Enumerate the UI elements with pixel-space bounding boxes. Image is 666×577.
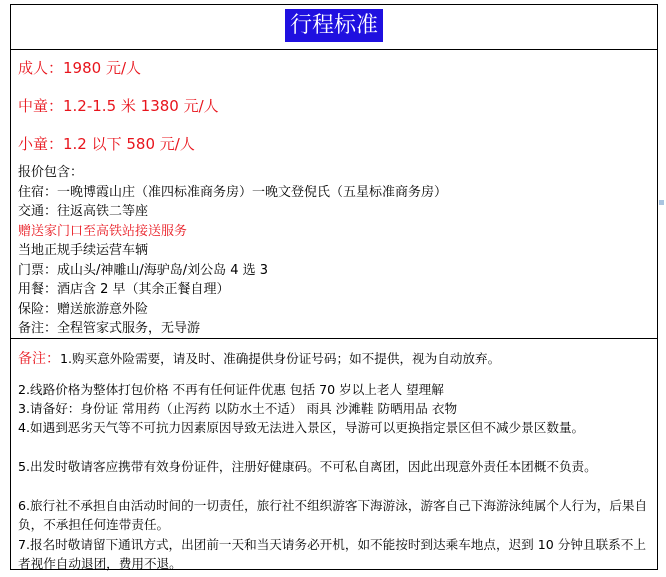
includes-tickets: 门票：成山头/神雕山/海驴岛/刘公岛 4 选 3: [18, 262, 269, 278]
includes-vehicle: 当地正规手续运营车辆: [18, 243, 149, 258]
notes-section: [11, 339, 657, 569]
child-middle-price: 中童：1.2-1.5 米 1380 元/人: [18, 97, 219, 115]
note-2: 2.线路价格为整体打包价格 不再有任何证件优惠 包括 70 岁以上老人 望理解: [18, 382, 444, 397]
price-section: [11, 50, 657, 339]
note-1: 备注：1.购买意外险需要，请及时、准确提供身份证号码；如不提供，视为自动放弃。: [18, 351, 501, 367]
note-6: 6.旅行社不承担自由活动时间的一切责任，旅行社不组织游客下海游泳，游客自己下海游泳纯属个人行为，后果自负，不承担任何连带责任。: [18, 498, 648, 532]
note-7: 7.报名时敬请留下通讯方式，出团前一天和当天请务必开机，如不能按时到达乘车地点，迟到 10 分钟且联系不上者视作自动退团，费用不退。: [18, 537, 646, 571]
note-3: 3.请备好：身份证 常用药（止泻药 以防水土不适） 雨具 沙滩鞋 防晒用品 衣物: [18, 401, 458, 416]
includes-transfer: 赠送家门口至高铁站接送服务: [18, 223, 188, 239]
includes-heading: 报价包含：: [18, 165, 84, 180]
note-4: 4.如遇到恶劣天气等不可抗力因素原因导致无法进入景区，导游可以更换指定景区但不减少景区数量。: [18, 420, 585, 435]
includes-transport: 交通：往返高铁二等座: [18, 204, 149, 219]
page-title: 行程标准: [285, 9, 383, 42]
notes-label: 备注：: [18, 351, 60, 367]
adult-price: 成人：1980 元/人: [18, 59, 141, 77]
includes-remark: 备注：全程管家式服务，无导游: [18, 321, 201, 336]
note-5: 5.出发时敬请客应携带有效身份证件，注册好健康码。不可私自离团，因此出现意外责任本团概不负责。: [18, 459, 597, 474]
includes-insurance: 保险：赠送旅游意外险: [18, 301, 149, 317]
itinerary-sheet: [10, 4, 658, 570]
includes-meals: 用餐：酒店含 2 早（其余正餐自理）: [18, 282, 230, 297]
edge-marker: [659, 200, 664, 205]
title-row: [11, 5, 657, 50]
includes-lodging: 住宿：一晚博霞山庄（准四标准商务房）一晚文登倪氏（五星标准商务房）: [18, 184, 448, 200]
child-small-price: 小童：1.2 以下 580 元/人: [18, 135, 195, 153]
